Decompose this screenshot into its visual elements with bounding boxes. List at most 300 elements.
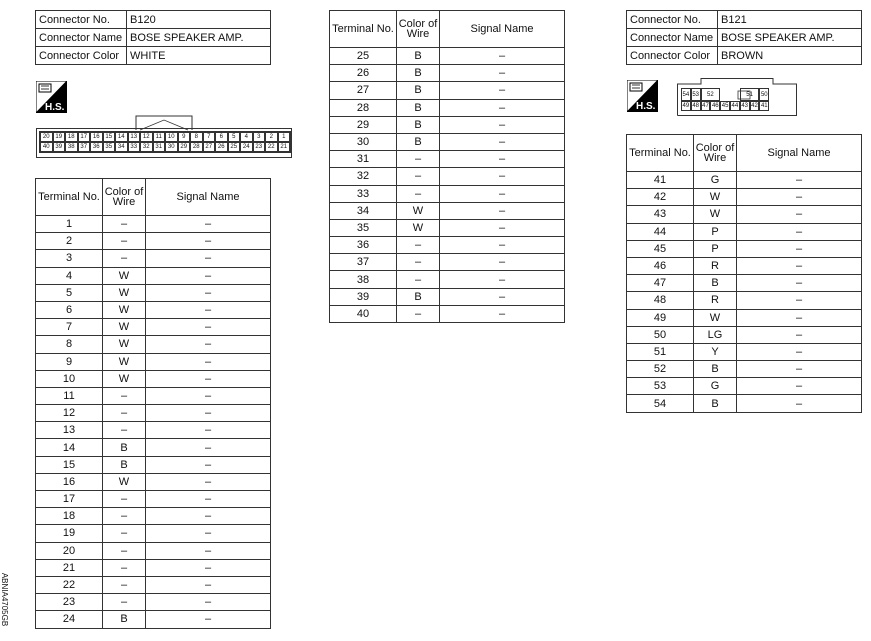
wire-color: P xyxy=(694,240,737,257)
terminal-no: 28 xyxy=(330,99,397,116)
pin-cell: 42 xyxy=(751,103,758,109)
signal-name: – xyxy=(146,353,271,370)
table-row xyxy=(36,405,271,422)
pin-cell: 2 xyxy=(265,132,278,142)
table-row xyxy=(330,151,565,168)
b121-connector-info xyxy=(626,10,862,65)
table-row xyxy=(627,361,862,378)
table-row xyxy=(36,250,271,267)
terminal-no: 6 xyxy=(36,301,103,318)
terminal-no: 14 xyxy=(36,439,103,456)
pin-cell: 11 xyxy=(153,132,166,142)
signal-name: – xyxy=(440,82,565,99)
wire-color: – xyxy=(103,491,146,508)
header-signal-name: Signal Name xyxy=(440,11,565,48)
wire-color: – xyxy=(103,250,146,267)
info-label: Connector Color xyxy=(627,47,718,65)
pin-cell: 24 xyxy=(240,142,253,152)
terminal-no: 9 xyxy=(36,353,103,370)
pin-cell: 49 xyxy=(682,103,690,109)
signal-name: – xyxy=(737,223,862,240)
terminal-table-1 xyxy=(35,178,271,629)
pin-cell: 39 xyxy=(53,142,66,152)
header-terminal-no: Terminal No. xyxy=(36,179,103,216)
terminal-no: 34 xyxy=(330,202,397,219)
signal-name: – xyxy=(440,288,565,305)
header-color-of-wire: Color of Wire xyxy=(397,11,440,48)
signal-name: – xyxy=(737,275,862,292)
terminal-no: 35 xyxy=(330,219,397,236)
header-terminal-no: Terminal No. xyxy=(627,135,694,172)
signal-name: – xyxy=(146,370,271,387)
info-label: Connector Name xyxy=(36,29,127,47)
wire-color: – xyxy=(103,216,146,233)
pin-cell: 15 xyxy=(103,132,116,142)
pin-cell: 52 xyxy=(701,88,721,101)
signal-name: – xyxy=(146,491,271,508)
table-row xyxy=(627,395,862,412)
pin-cell: 48 xyxy=(692,103,700,109)
terminal-no: 17 xyxy=(36,491,103,508)
info-value: BOSE SPEAKER AMP. xyxy=(127,29,271,47)
table-row xyxy=(627,326,862,343)
wire-color: W xyxy=(694,206,737,223)
signal-name: – xyxy=(440,65,565,82)
pin-cell: 12 xyxy=(140,132,153,142)
header-signal-name: Signal Name xyxy=(146,179,271,216)
pin-cell: 31 xyxy=(153,142,166,152)
pin-cell: 32 xyxy=(140,142,153,152)
pin-cell: 28 xyxy=(190,142,203,152)
terminal-no: 45 xyxy=(627,240,694,257)
info-label: Connector No. xyxy=(627,11,718,29)
signal-name: – xyxy=(440,185,565,202)
table-row xyxy=(36,233,271,250)
table-row xyxy=(36,353,271,370)
pin-cell: 36 xyxy=(90,142,103,152)
header-color-of-wire: Color of Wire xyxy=(694,135,737,172)
pin-cell: 45 xyxy=(721,103,729,109)
signal-name: – xyxy=(440,202,565,219)
signal-name: – xyxy=(146,233,271,250)
wire-color: – xyxy=(397,151,440,168)
table-row xyxy=(36,559,271,576)
signal-name: – xyxy=(146,456,271,473)
info-value: BROWN xyxy=(718,47,862,65)
terminal-no: 39 xyxy=(330,288,397,305)
pin-cell: 23 xyxy=(253,142,266,152)
pin-cell: 18 xyxy=(65,132,78,142)
pin-cell: 8 xyxy=(190,132,203,142)
terminal-no: 46 xyxy=(627,257,694,274)
pin-cell: 37 xyxy=(78,142,91,152)
terminal-no: 53 xyxy=(627,378,694,395)
pin-cell: 54 xyxy=(681,88,691,101)
signal-name: – xyxy=(146,439,271,456)
terminal-no: 49 xyxy=(627,309,694,326)
table-row xyxy=(36,422,271,439)
terminal-no: 11 xyxy=(36,387,103,404)
table-row xyxy=(36,542,271,559)
table-row xyxy=(330,237,565,254)
pin-cell: 6 xyxy=(215,132,228,142)
table-row xyxy=(36,387,271,404)
table-row xyxy=(627,223,862,240)
wire-color: B xyxy=(397,116,440,133)
info-value: WHITE xyxy=(127,47,271,65)
info-row xyxy=(627,11,862,29)
signal-name: – xyxy=(737,343,862,360)
wire-color: B xyxy=(103,439,146,456)
pin-cell: 33 xyxy=(128,142,141,152)
info-row xyxy=(627,29,862,47)
wire-color: – xyxy=(103,422,146,439)
pin-cell: 30 xyxy=(165,142,178,152)
signal-name: – xyxy=(146,576,271,593)
terminal-no: 8 xyxy=(36,336,103,353)
terminal-no: 10 xyxy=(36,370,103,387)
terminal-no: 33 xyxy=(330,185,397,202)
pin-cell: 34 xyxy=(115,142,128,152)
wire-color: W xyxy=(103,370,146,387)
terminal-no: 27 xyxy=(330,82,397,99)
table-row xyxy=(36,216,271,233)
wire-color: W xyxy=(694,309,737,326)
signal-name: – xyxy=(737,206,862,223)
wire-color: W xyxy=(103,473,146,490)
wire-color: – xyxy=(397,254,440,271)
signal-name: – xyxy=(440,99,565,116)
pin-cell: 1 xyxy=(278,132,291,142)
terminal-no: 48 xyxy=(627,292,694,309)
pin-cell: 43 xyxy=(741,103,749,109)
wire-color: B xyxy=(694,275,737,292)
terminal-no: 20 xyxy=(36,542,103,559)
table-row xyxy=(36,319,271,336)
wire-color: W xyxy=(397,219,440,236)
header-signal-name: Signal Name xyxy=(737,135,862,172)
terminal-no: 21 xyxy=(36,559,103,576)
pin-cell: 46 xyxy=(711,103,719,109)
terminal-no: 42 xyxy=(627,189,694,206)
signal-name: – xyxy=(737,240,862,257)
wire-color: B xyxy=(694,395,737,412)
table-row xyxy=(627,378,862,395)
signal-name: – xyxy=(146,319,271,336)
wire-color: B xyxy=(103,611,146,628)
signal-name: – xyxy=(146,559,271,576)
terminal-no: 4 xyxy=(36,267,103,284)
signal-name: – xyxy=(146,387,271,404)
b120-connector-info xyxy=(35,10,271,65)
pin-cell: 44 xyxy=(731,103,739,109)
wire-color: P xyxy=(694,223,737,240)
wire-color: W xyxy=(103,336,146,353)
pin-cell: 13 xyxy=(128,132,141,142)
wire-color: W xyxy=(694,189,737,206)
table-row xyxy=(330,202,565,219)
pin-cell: 4 xyxy=(240,132,253,142)
info-value: B120 xyxy=(127,11,271,29)
signal-name: – xyxy=(146,422,271,439)
signal-name: – xyxy=(440,305,565,322)
terminal-no: 16 xyxy=(36,473,103,490)
wire-color: W xyxy=(103,284,146,301)
signal-name: – xyxy=(146,336,271,353)
terminal-no: 54 xyxy=(627,395,694,412)
terminal-no: 13 xyxy=(36,422,103,439)
table-row xyxy=(36,301,271,318)
terminal-no: 29 xyxy=(330,116,397,133)
table-row xyxy=(330,99,565,116)
signal-name: – xyxy=(440,271,565,288)
table-row xyxy=(36,336,271,353)
pin-cell: 16 xyxy=(90,132,103,142)
table-row xyxy=(36,611,271,628)
info-label: Connector Color xyxy=(36,47,127,65)
terminal-no: 47 xyxy=(627,275,694,292)
pin-cell: 53 xyxy=(691,88,701,101)
table-row xyxy=(627,292,862,309)
harness-side-icon xyxy=(36,81,67,113)
wire-color: – xyxy=(397,168,440,185)
table-row xyxy=(330,305,565,322)
table-row xyxy=(627,240,862,257)
wire-color: – xyxy=(103,233,146,250)
pin-cell: 25 xyxy=(228,142,241,152)
pin-cell: 10 xyxy=(165,132,178,142)
wire-color: – xyxy=(397,305,440,322)
terminal-no: 31 xyxy=(330,151,397,168)
wire-color: W xyxy=(397,202,440,219)
terminal-no: 12 xyxy=(36,405,103,422)
wire-color: – xyxy=(103,559,146,576)
terminal-no: 43 xyxy=(627,206,694,223)
signal-name: – xyxy=(737,189,862,206)
wire-color: B xyxy=(397,99,440,116)
terminal-no: 50 xyxy=(627,326,694,343)
signal-name: – xyxy=(737,361,862,378)
signal-name: – xyxy=(737,257,862,274)
table-row xyxy=(36,473,271,490)
table-row xyxy=(627,206,862,223)
wire-color: G xyxy=(694,172,737,189)
signal-name: – xyxy=(146,405,271,422)
signal-name: – xyxy=(440,219,565,236)
wire-color: – xyxy=(103,405,146,422)
signal-name: – xyxy=(146,216,271,233)
table-row xyxy=(36,525,271,542)
signal-name: – xyxy=(146,525,271,542)
pin-cell: 17 xyxy=(78,132,91,142)
signal-name: – xyxy=(146,473,271,490)
pin-cell: 19 xyxy=(53,132,66,142)
wire-color: W xyxy=(103,267,146,284)
table-row xyxy=(330,254,565,271)
terminal-no: 18 xyxy=(36,508,103,525)
terminal-no: 36 xyxy=(330,237,397,254)
wire-color: B xyxy=(694,361,737,378)
table-row xyxy=(36,370,271,387)
signal-name: – xyxy=(440,168,565,185)
terminal-no: 7 xyxy=(36,319,103,336)
wire-color: – xyxy=(103,525,146,542)
signal-name: – xyxy=(146,611,271,628)
wire-color: R xyxy=(694,292,737,309)
table-row xyxy=(627,257,862,274)
table-row xyxy=(330,219,565,236)
signal-name: – xyxy=(440,254,565,271)
signal-name: – xyxy=(440,133,565,150)
signal-name: – xyxy=(737,309,862,326)
terminal-no: 52 xyxy=(627,361,694,378)
wire-color: – xyxy=(103,594,146,611)
info-row xyxy=(627,47,862,65)
header-color-of-wire: Color of Wire xyxy=(103,179,146,216)
pin-cell: 41 xyxy=(760,103,768,109)
pin-cell: 22 xyxy=(265,142,278,152)
wire-color: – xyxy=(103,508,146,525)
terminal-no: 24 xyxy=(36,611,103,628)
table-row xyxy=(330,82,565,99)
info-value: B121 xyxy=(718,11,862,29)
wire-color: Y xyxy=(694,343,737,360)
terminal-no: 40 xyxy=(330,305,397,322)
table-row xyxy=(36,456,271,473)
pin-cell: 50 xyxy=(759,88,769,101)
pin-cell: 38 xyxy=(65,142,78,152)
terminal-no: 25 xyxy=(330,48,397,65)
table-row xyxy=(330,271,565,288)
signal-name: – xyxy=(146,542,271,559)
wire-color: B xyxy=(397,133,440,150)
signal-name: – xyxy=(146,250,271,267)
wire-color: G xyxy=(694,378,737,395)
pin-cell: 40 xyxy=(40,142,53,152)
table-row xyxy=(330,48,565,65)
signal-name: – xyxy=(440,116,565,133)
info-row xyxy=(36,29,271,47)
pin-cell: 9 xyxy=(178,132,191,142)
wire-color: W xyxy=(103,353,146,370)
wire-color: – xyxy=(397,271,440,288)
harness-side-icon xyxy=(627,80,658,112)
info-value: BOSE SPEAKER AMP. xyxy=(718,29,862,47)
table-row xyxy=(36,594,271,611)
terminal-no: 22 xyxy=(36,576,103,593)
b120-pin-grid xyxy=(39,131,291,153)
terminal-no: 23 xyxy=(36,594,103,611)
info-row xyxy=(36,11,271,29)
signal-name: – xyxy=(440,237,565,254)
header-terminal-no: Terminal No. xyxy=(330,11,397,48)
table-row xyxy=(36,491,271,508)
table-row xyxy=(36,439,271,456)
terminal-no: 1 xyxy=(36,216,103,233)
table-row xyxy=(627,309,862,326)
terminal-no: 15 xyxy=(36,456,103,473)
wire-color: B xyxy=(397,48,440,65)
terminal-no: 2 xyxy=(36,233,103,250)
wire-color: B xyxy=(397,82,440,99)
terminal-no: 26 xyxy=(330,65,397,82)
table-row xyxy=(627,275,862,292)
pin-cell: 3 xyxy=(253,132,266,142)
wire-color: – xyxy=(397,237,440,254)
signal-name: – xyxy=(440,151,565,168)
pin-cell: 51 xyxy=(740,88,760,101)
wire-color: B xyxy=(397,288,440,305)
signal-name: – xyxy=(737,172,862,189)
table-row xyxy=(36,508,271,525)
info-label: Connector Name xyxy=(627,29,718,47)
terminal-no: 41 xyxy=(627,172,694,189)
wire-color: LG xyxy=(694,326,737,343)
wire-color: – xyxy=(103,542,146,559)
pin-cell: 5 xyxy=(228,132,241,142)
table-row xyxy=(330,168,565,185)
table-row xyxy=(36,576,271,593)
table-row xyxy=(627,343,862,360)
table-row xyxy=(330,116,565,133)
signal-name: – xyxy=(737,326,862,343)
wire-color: W xyxy=(103,319,146,336)
signal-name: – xyxy=(440,48,565,65)
signal-name: – xyxy=(146,267,271,284)
terminal-no: 19 xyxy=(36,525,103,542)
table-row xyxy=(627,172,862,189)
table-row xyxy=(627,189,862,206)
terminal-no: 32 xyxy=(330,168,397,185)
wire-color: – xyxy=(103,576,146,593)
hs-label: H.S. xyxy=(636,101,656,112)
terminal-no: 51 xyxy=(627,343,694,360)
signal-name: – xyxy=(146,301,271,318)
wire-color: W xyxy=(103,301,146,318)
terminal-no: 44 xyxy=(627,223,694,240)
table-row xyxy=(36,267,271,284)
wire-color: – xyxy=(103,387,146,404)
pin-cell: 35 xyxy=(103,142,116,152)
terminal-table-2 xyxy=(329,10,565,323)
table-row xyxy=(330,65,565,82)
wire-color: R xyxy=(694,257,737,274)
signal-name: – xyxy=(737,292,862,309)
terminal-no: 37 xyxy=(330,254,397,271)
table-row xyxy=(36,284,271,301)
pin-cell: 14 xyxy=(115,132,128,142)
pin-cell: 27 xyxy=(203,142,216,152)
signal-name: – xyxy=(146,508,271,525)
pin-cell: 21 xyxy=(278,142,291,152)
info-label: Connector No. xyxy=(36,11,127,29)
signal-name: – xyxy=(737,378,862,395)
pin-cell: 20 xyxy=(40,132,53,142)
terminal-no: 5 xyxy=(36,284,103,301)
pin-cell: 7 xyxy=(203,132,216,142)
signal-name: – xyxy=(146,594,271,611)
pin-cell: 47 xyxy=(702,103,709,109)
terminal-no: 3 xyxy=(36,250,103,267)
pin-cell: 26 xyxy=(215,142,228,152)
terminal-no: 38 xyxy=(330,271,397,288)
document-id: ABNIA4705GB xyxy=(0,572,10,627)
wire-color: B xyxy=(103,456,146,473)
table-row xyxy=(330,288,565,305)
terminal-no: 30 xyxy=(330,133,397,150)
hs-label: H.S. xyxy=(45,102,65,113)
table-row xyxy=(330,185,565,202)
